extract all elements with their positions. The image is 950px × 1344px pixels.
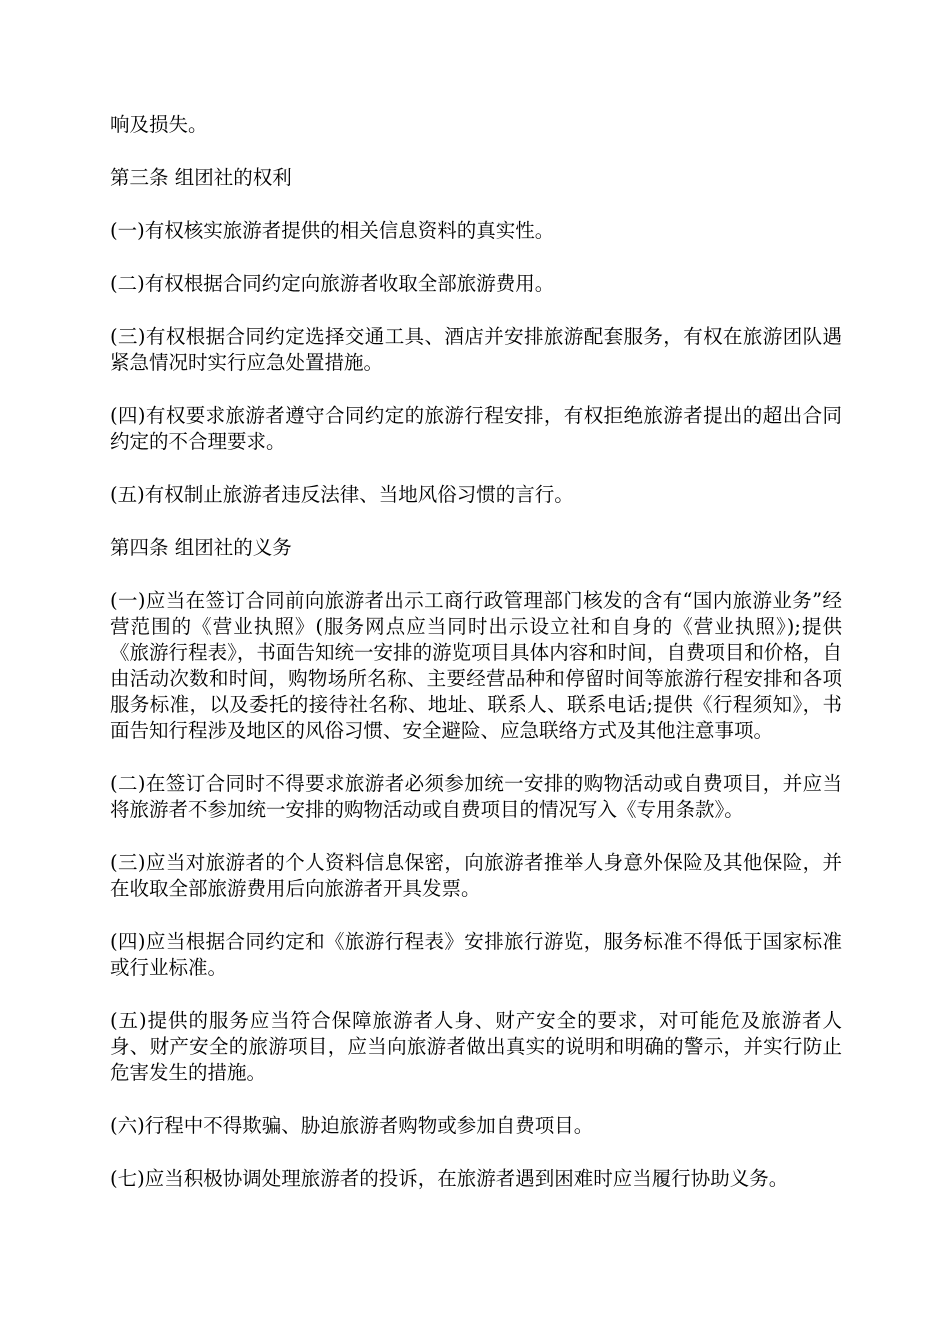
article-4-item-5: (五)提供的服务应当符合保障旅游者人身、财产安全的要求，对可能危及旅游者人身、财产安全的旅游项目，应当向旅游者做出真实的说明和明确的警示，并实行防止危害发生的措施。 [110,1009,842,1084]
article-3-item-5: (五)有权制止旅游者违反法律、当地风俗习惯的言行。 [110,483,574,506]
article-3-item-4: (四)有权要求旅游者遵守合同约定的旅游行程安排，有权拒绝旅游者提出的超出合同约定的不合理要求。 [110,404,842,453]
article-4-heading: 第四条 组团社的义务 [110,536,292,559]
article-3-item-2: (二)有权根据合同约定向旅游者收取全部旅游费用。 [110,272,555,295]
article-3-item-3: (三)有权根据合同约定选择交通工具、酒店并安排旅游配套服务，有权在旅游团队遇紧急情况时实行应急处置措施。 [110,325,842,374]
article-3-heading: 第三条 组团社的权利 [110,166,292,189]
document-page [110,112,842,1219]
article-3-item-1: (一)有权核实旅游者提供的相关信息资料的真实性。 [110,219,555,242]
paragraph-continuation: 响及损失。 [110,113,208,136]
article-4-item-3: (三)应当对旅游者的个人资料信息保密，向旅游者推举人身意外保险及其他保险，并在收取全部旅游费用后向旅游者开具发票。 [110,851,842,900]
article-4-item-1: (一)应当在签订合同前向旅游者出示工商行政管理部门核发的含有“国内旅游业务”经营范围的《营业执照》(服务网点应当同时出示设立社和自身的《营业执照》);提供《旅游行程表》，书面告知统一安排的游览项目具体内容和时间，自费项目和价格，自由活动次数和时间，购物场所名称、主要经营品种和停留时间等旅游行程安排和各项服务标准，以及委托的接待社名称、地址、联系人、联系电话;提供《行程须知》，书面告知行程涉及地区的风俗习惯、安全避险、应急联络方式及其他注意事项。 [110,589,842,742]
article-4-item-2: (二)在签订合同时不得要求旅游者必须参加统一安排的购物活动或自费项目，并应当将旅游者不参加统一安排的购物活动或自费项目的情况写入《专用条款》。 [110,772,842,821]
article-4-item-4: (四)应当根据合同约定和《旅游行程表》安排旅行游览，服务标准不得低于国家标准或行业标准。 [110,930,842,979]
article-4-item-6: (六)行程中不得欺骗、胁迫旅游者购物或参加自费项目。 [110,1114,594,1137]
article-4-item-7: (七)应当积极协调处理旅游者的投诉，在旅游者遇到困难时应当履行协助义务。 [110,1167,789,1190]
